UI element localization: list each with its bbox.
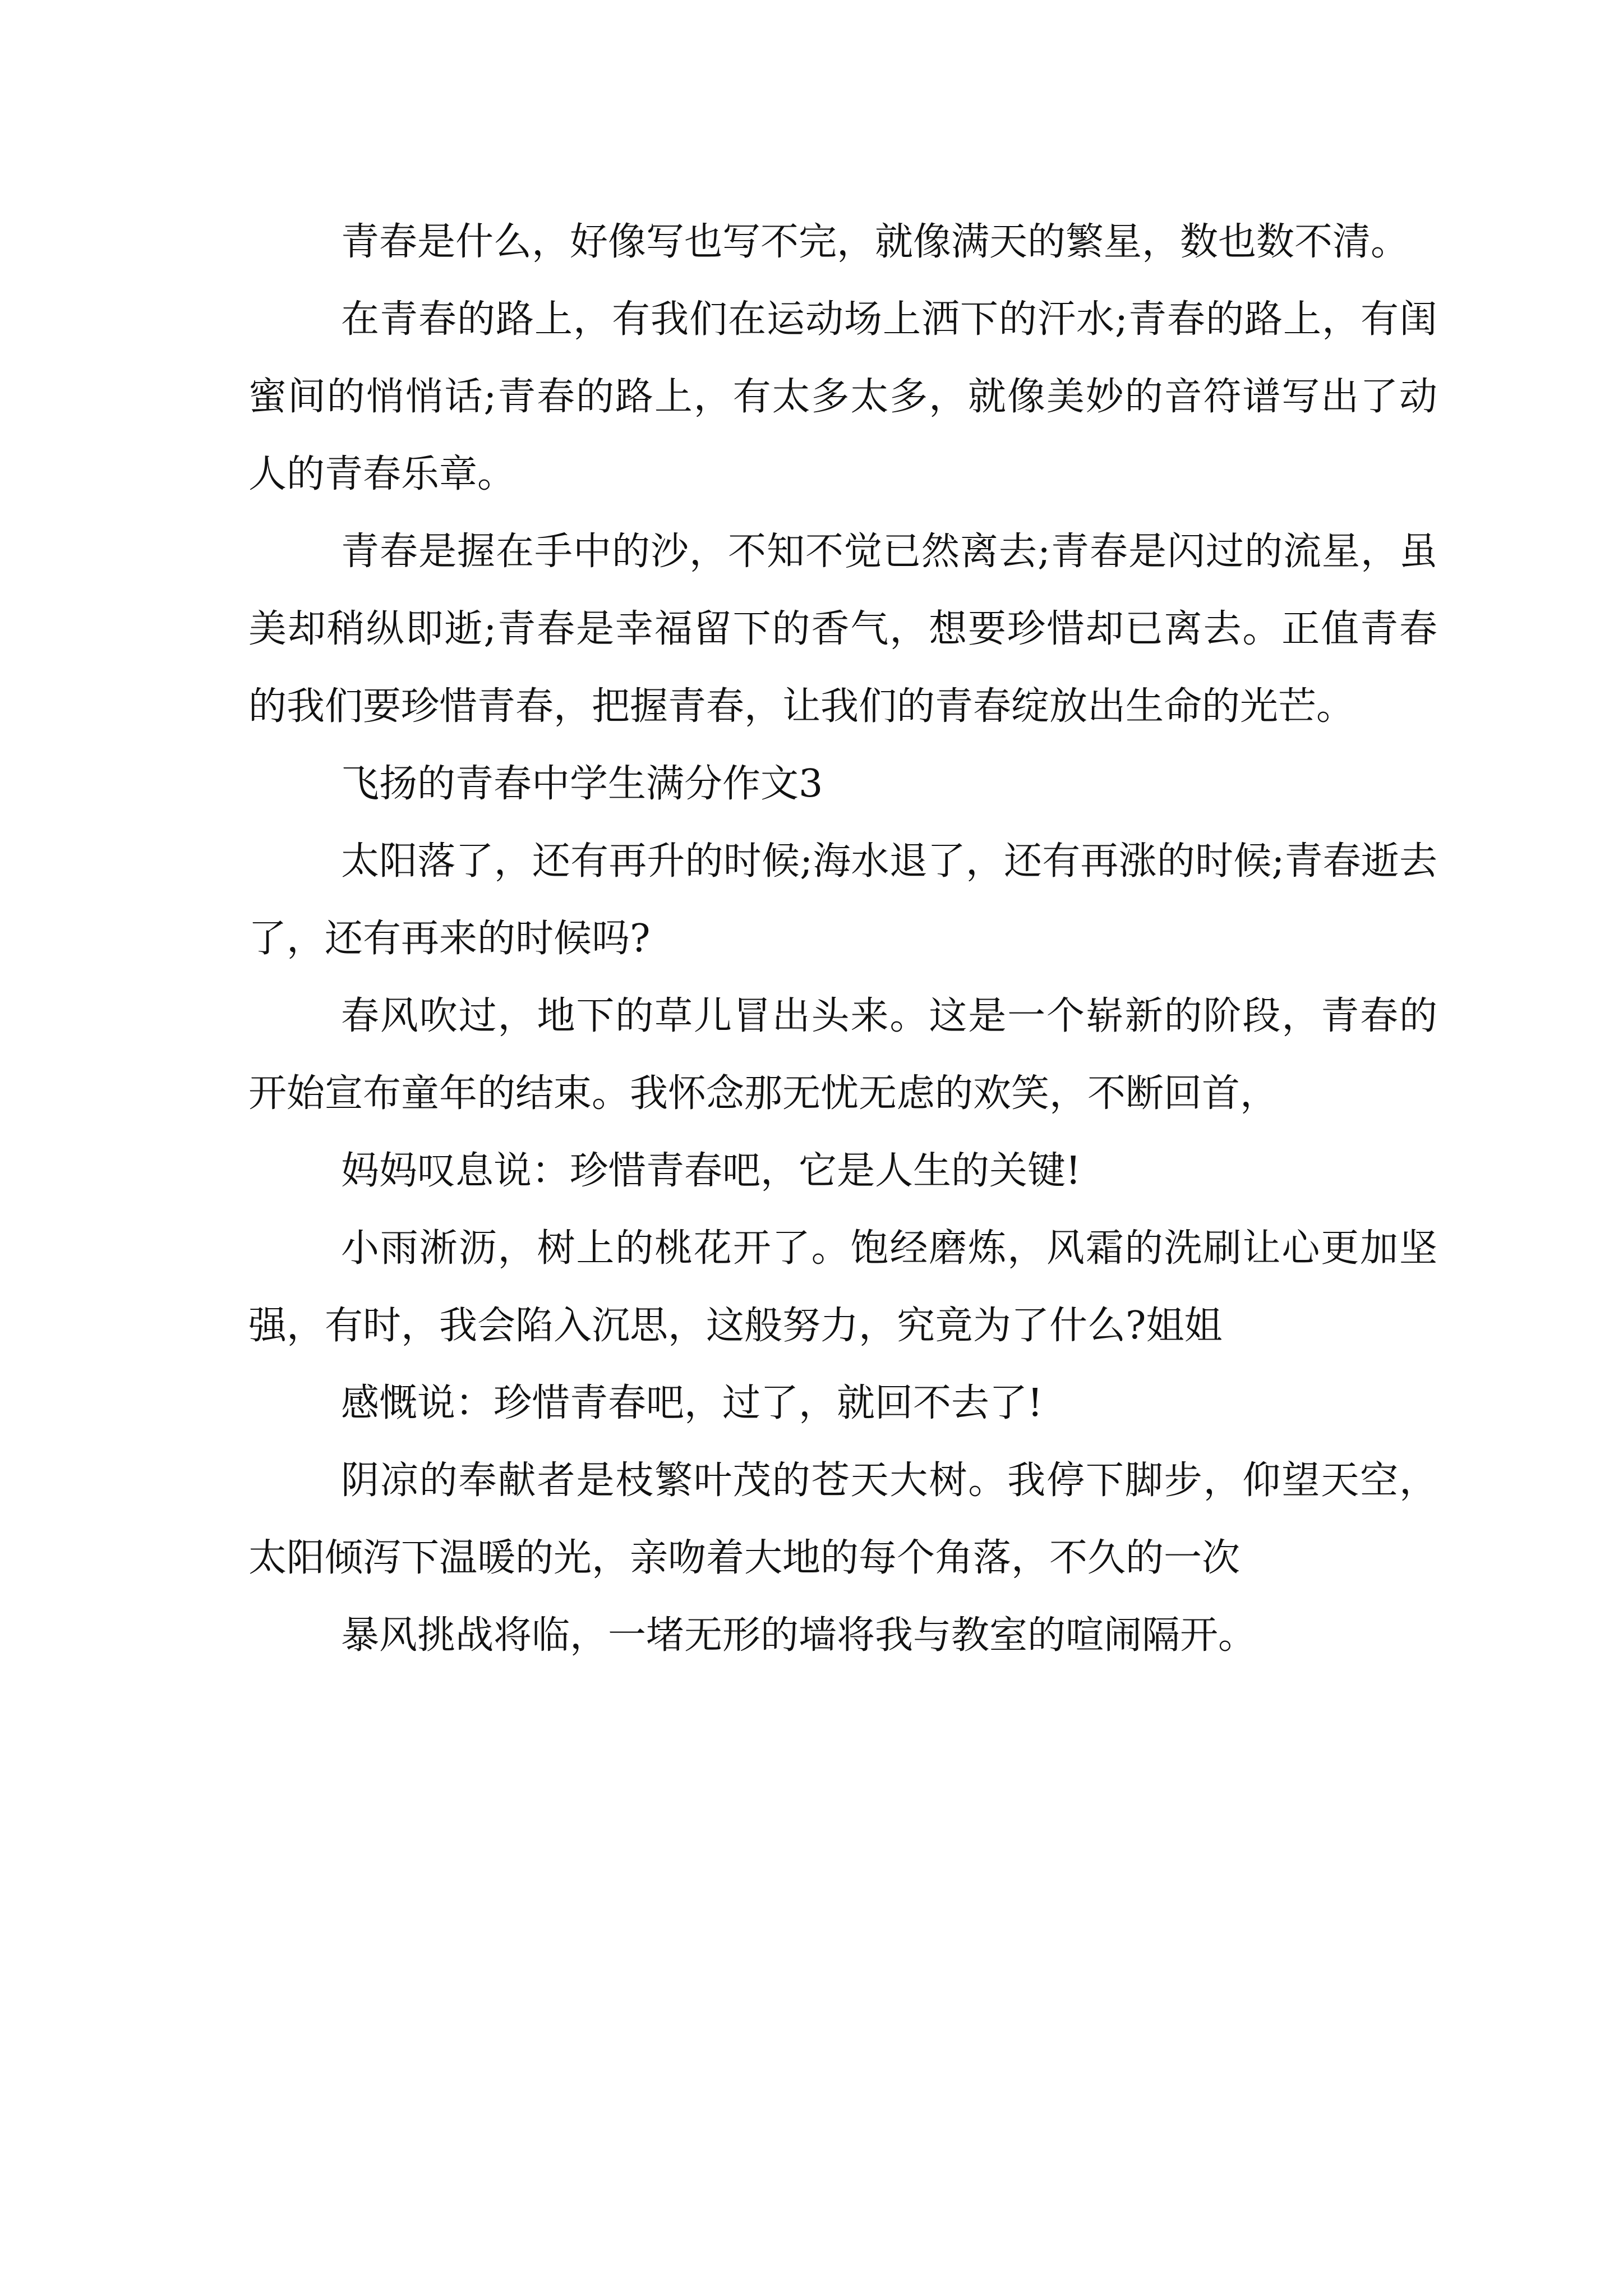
paragraph: 阴凉的奉献者是枝繁叶茂的苍天大树。我停下脚步，仰望天空，太阳倾泻下温暖的光，亲吻着大地的每个角落，不久的一次 — [248, 1458, 1437, 1580]
essay-title: 飞扬的青春中学生满分作文3 — [341, 762, 823, 806]
paragraph: 青春是握在手中的沙，不知不觉已然离去;青春是闪过的流星，虽美却稍纵即逝;青春是幸福留下的香气，想要珍惜却已离去。正值青春的我们要珍惜青春，把握青春，让我们的青春绽放出生命的光芒。 — [248, 530, 1437, 729]
paragraph: 妈妈叹息说：珍惜青春吧，它是人生的关键! — [341, 1149, 1081, 1193]
paragraph: 小雨淅沥，树上的桃花开了。饱经磨炼，风霜的洗刷让心更加坚强，有时，我会陷入沉思，这般努力，究竟为了什么?姐姐 — [248, 1226, 1437, 1348]
paragraph: 感慨说：珍惜青春吧，过了，就回不去了! — [341, 1381, 1043, 1425]
paragraph: 青春是什么，好像写也写不完，就像满天的繁星，数也数不清。 — [341, 220, 1409, 264]
essay-body — [248, 204, 1437, 1674]
paragraph: 在青春的路上，有我们在运动场上洒下的汗水;青春的路上，有闺蜜间的悄悄话;青春的路上，有太多太多，就像美妙的音符谱写出了动人的青春乐章。 — [248, 297, 1437, 496]
paragraph: 太阳落了，还有再升的时候;海水退了，还有再涨的时候;青春逝去了，还有再来的时候吗? — [248, 839, 1437, 961]
paragraph: 暴风挑战将临，一堵无形的墙将我与教室的喧闹隔开。 — [341, 1613, 1257, 1658]
paragraph: 春风吹过，地下的草儿冒出头来。这是一个崭新的阶段，青春的开始宣布童年的结束。我怀念那无忧无虑的欢笑，不断回首， — [248, 994, 1437, 1116]
